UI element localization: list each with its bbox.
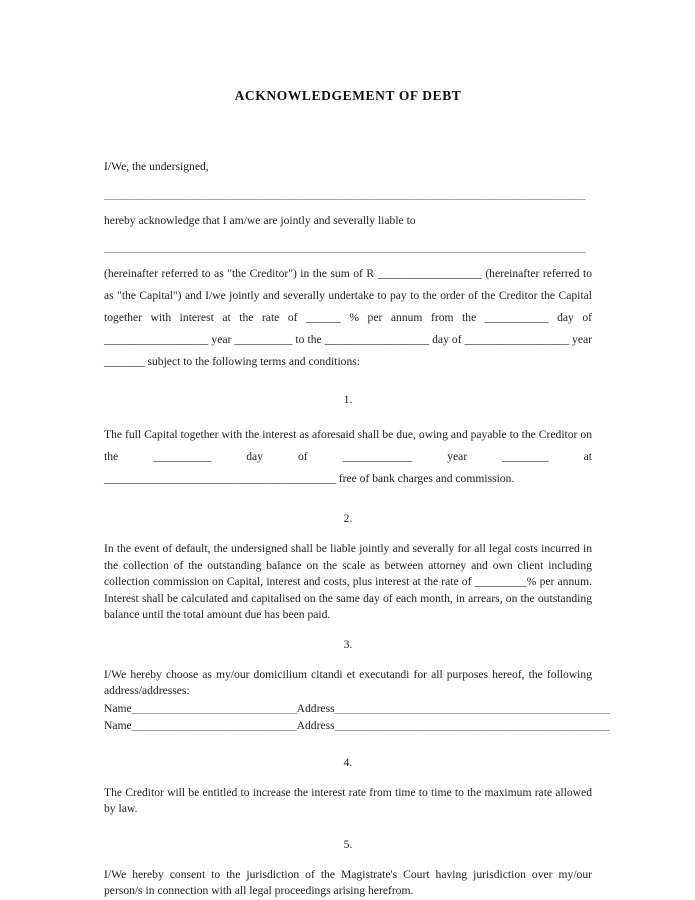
name-label-2: Name [104, 718, 132, 732]
spacer [104, 734, 592, 756]
spacer [104, 624, 592, 638]
page-title: ACKNOWLEDGEMENT OF DEBT [234, 88, 462, 103]
name-fill-1[interactable]: ______________________________ [131, 701, 297, 715]
spacer [104, 202, 592, 210]
clause-number-4: 4. [343, 755, 353, 769]
name-label-1: Name [104, 701, 132, 715]
spacer [104, 651, 592, 667]
fill-rule-creditor-name[interactable]: ______________________________________________________________________________________ [104, 241, 586, 254]
domicilium-row-1 [104, 700, 610, 717]
spacer [104, 851, 592, 867]
clause-text-4: The Creditor will be entitled to increase the interest rate from time to time to the maximum rate allowed by law. [104, 785, 592, 815]
intro-line-undersigned: I/We, the undersigned, [104, 160, 209, 173]
spacer [104, 231, 592, 241]
spacer [104, 818, 592, 838]
spacer [104, 406, 592, 424]
spacer [104, 178, 592, 188]
spacer [104, 373, 592, 393]
address-fill-1[interactable]: __________________________________________________ [334, 701, 610, 715]
clause-text-3: I/We hereby choose as my/our domicilium citandi et executandi for all purposes hereof, the following address/addresses: [104, 667, 592, 697]
clause-number-1: 1. [343, 393, 353, 406]
clause-text-5: I/We hereby consent to the jurisdiction of the Magistrate's Court having jurisdiction over my/our person/s in connection with all legal proceedings arising herefrom. [104, 867, 592, 897]
spacer [104, 255, 592, 263]
clause-text-2: In the event of default, the undersigned shall be liable jointly and severally for all legal costs incurred in the collection of the outstanding balance on the scale as between attorney and own client including collection commission on Capital, interest and costs, plus interest at the rate of _________% per annum. Interest shall be calculated and capitalised on the same day of each month, in arrears, on the outstanding balance until the total amount due has been paid. [104, 542, 592, 621]
spacer [104, 769, 592, 785]
clause-number-3: 3. [343, 637, 353, 651]
spacer [104, 490, 592, 512]
address-label-2: Address [296, 718, 335, 732]
spacer [104, 525, 592, 541]
name-fill-2[interactable]: ______________________________ [131, 718, 297, 732]
intro-paragraph-terms: (hereinafter referred to as "the Creditor") in the sum of R __________________ (hereinafter referred to as "the Capital") and I/we jointly and severally undertake to pay to the order of the Creditor the Capital together with interest at the rate of ______ % per annum from the ___________ day of __________________ year __________ to the __________________ day of __________________ year _______ subject to the following terms and conditions: [104, 267, 592, 368]
address-fill-2[interactable]: __________________________________________________ [334, 718, 610, 732]
clause-number-5: 5. [343, 837, 353, 851]
address-label-1: Address [296, 701, 335, 715]
clause-text-1: The full Capital together with the interest as aforesaid shall be due, owing and payable to the Creditor on the __________ day of ____________ year ________ at ________________________________________ free of bank charges and commission. [104, 428, 592, 485]
domicilium-row-2 [104, 717, 610, 734]
clause-number-2: 2. [343, 512, 353, 525]
document-body [104, 0, 610, 900]
fill-rule-party-name[interactable]: ______________________________________________________________________________________ [104, 187, 586, 201]
intro-line-acknowledge: hereby acknowledge that I am/we are jointly and severally liable to [104, 213, 416, 227]
spacer [104, 104, 592, 156]
